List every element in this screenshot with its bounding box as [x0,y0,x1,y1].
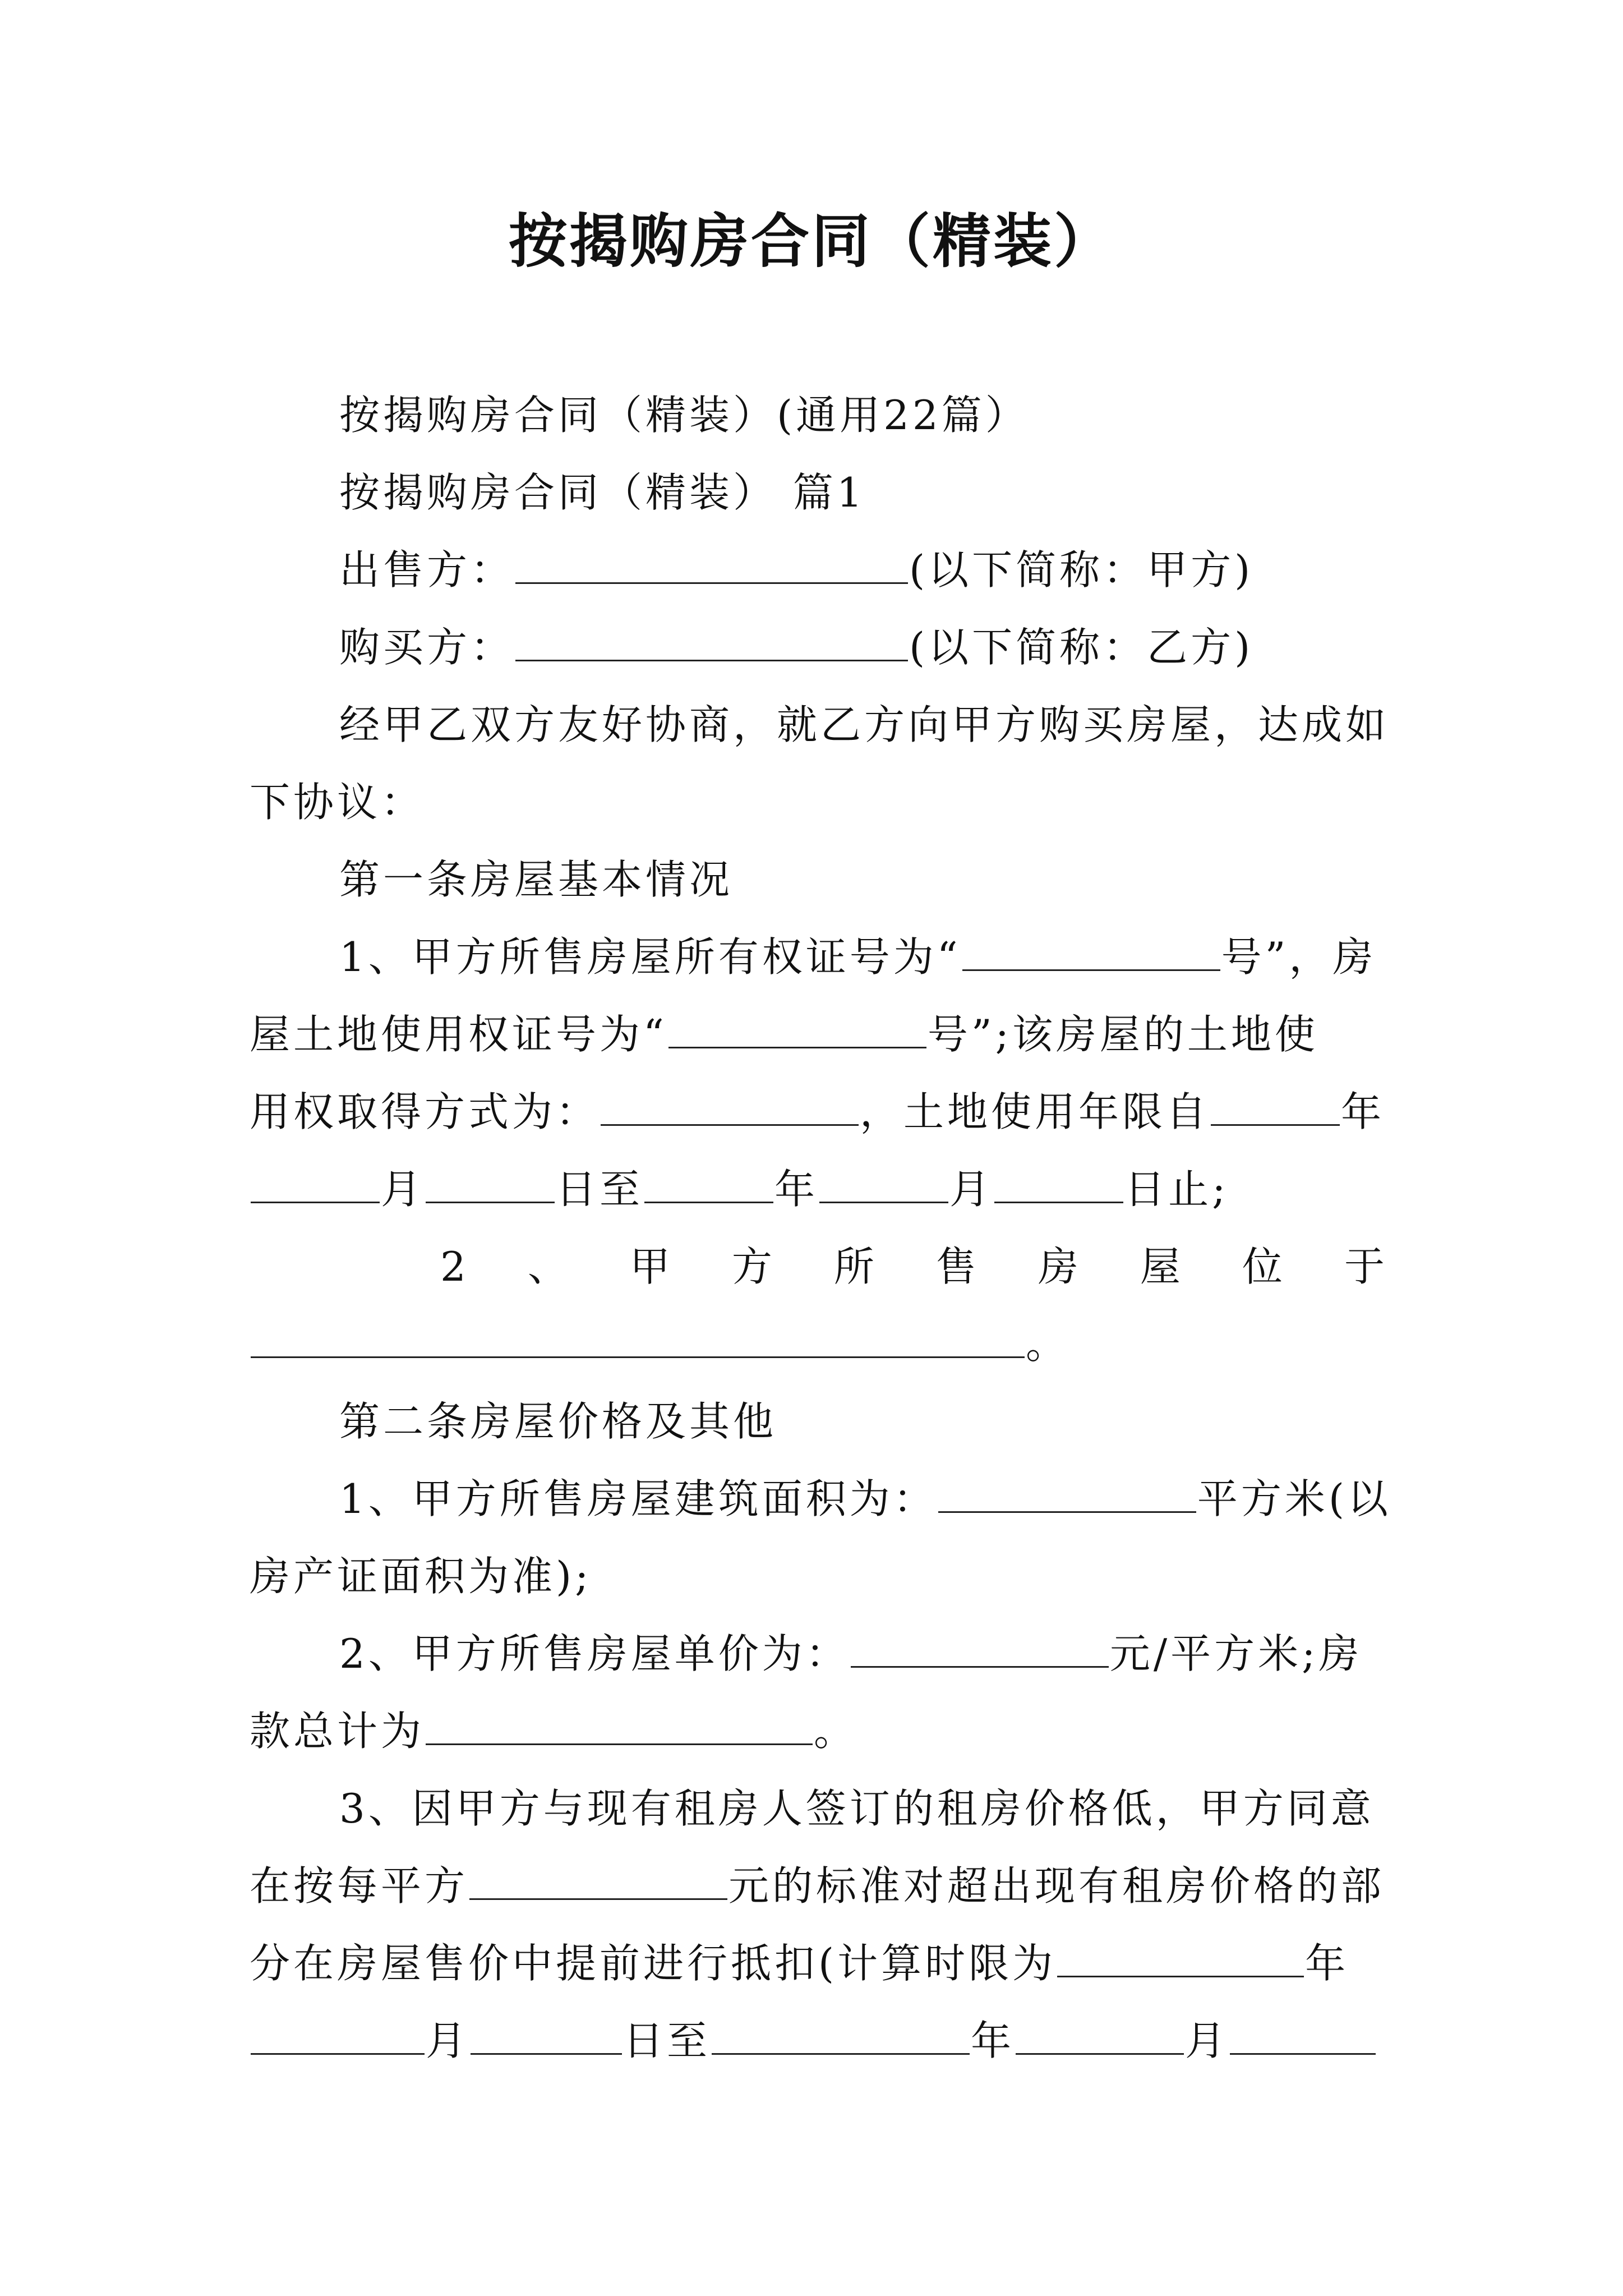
text-segment: 在按每平方 [250,1862,469,1910]
intro-text-cont: 下协议： [250,779,425,826]
text-segment: 。 [1026,1320,1070,1368]
start-month-blank[interactable] [251,1161,380,1203]
seller-label: 出售方： [339,546,515,593]
seller-note: (以下简称：甲方) [909,546,1254,593]
period-start-month-blank[interactable] [251,2013,425,2055]
text-segment: 月 [949,1166,994,1213]
text-segment: 用权取得方式为： [250,1088,600,1135]
end-year-blank[interactable] [644,1161,773,1203]
article-2-heading: 第二条房屋价格及其他 [339,1398,777,1445]
ownership-cert-blank[interactable] [962,929,1220,971]
text-char: 甲 [629,1243,674,1290]
buyer-line [250,614,1388,681]
seller-line [250,536,1388,604]
text-segment: 2、甲方所售房屋单价为： [339,1630,850,1677]
text-segment: 日至 [623,2017,711,2064]
chapter-heading [250,459,1388,526]
seller-blank[interactable] [515,542,908,584]
text-segment: 平方米(以 [1197,1475,1391,1522]
article-1-heading: 第一条房屋基本情况 [339,856,734,903]
text-segment: 3、因甲方与现有租房人签订的租房价格低，甲方同意 [339,1785,1375,1832]
area-blank[interactable] [938,1471,1196,1513]
text-char: 所 [833,1243,878,1290]
text-segment: 号”，房 [1221,933,1377,981]
text-segment: 1、甲方所售房屋所有权证号为“ [339,933,961,981]
text-segment: 日至 [556,1166,644,1213]
text-segment: 房产证面积为准); [250,1553,592,1600]
text-char: 屋 [1140,1243,1184,1290]
text-segment: 年 [774,1166,819,1213]
buyer-label: 购买方： [339,624,515,671]
paragraph-line [250,769,1388,836]
end-day-blank[interactable] [994,1161,1123,1203]
text-segment: 元/平方米;房 [1109,1630,1363,1677]
text-char: 房 [1038,1243,1082,1290]
text-segment: 月 [1185,2017,1229,2064]
text-segment: 月 [426,2017,470,2064]
paragraph-line [250,1156,1388,1223]
per-sqm-blank[interactable] [469,1858,727,1900]
text-segment: 屋土地使用权证号为“ [250,1011,667,1058]
text-segment: 年 [971,2017,1015,2064]
paragraph-line [250,1310,1388,1378]
period-start-day-blank[interactable] [471,2013,622,2055]
text-char: 售 [935,1243,980,1290]
paragraph-line [250,1697,1388,1765]
paragraph-line [250,923,1388,991]
paragraph-line-spread [250,1233,1388,1300]
text-segment: 分在房屋售价中提前进行抵扣(计算时限为 [250,1940,1057,1987]
paragraph-line [250,1775,1388,1842]
acquisition-method-blank[interactable] [601,1084,859,1126]
period-end-month-blank[interactable] [1016,2013,1184,2055]
text-segment: 号”;该房屋的土地使 [927,1011,1318,1058]
text-char: 于 [1344,1243,1388,1290]
paragraph-line [250,2007,1388,2074]
text-segment: 年 [1305,1940,1349,1987]
total-price-blank[interactable] [426,1703,813,1745]
text-segment: 。 [814,1708,858,1755]
buyer-blank[interactable] [515,619,908,661]
period-end-year-blank[interactable] [712,2013,970,2055]
text-char: 方 [731,1243,776,1290]
text-segment: 1、甲方所售房屋建筑面积为： [339,1475,937,1522]
article-heading [250,1388,1388,1455]
text-segment: 款总计为 [250,1708,425,1755]
period-year-blank[interactable] [1057,1935,1304,1977]
chapter-heading-text: 按揭购房合同（精装） 篇1 [339,469,866,516]
paragraph-line [250,1543,1388,1610]
unit-price-blank[interactable] [851,1626,1109,1668]
text-segment: ，土地使用年限自 [860,1088,1210,1135]
paragraph-line [250,1001,1388,1068]
document-title: 按揭购房合同（精装） [508,206,1114,275]
intro-text: 经甲乙双方友好协商，就乙方向甲方购买房屋，达成如 [339,701,1390,748]
text-segment: 月 [381,1166,425,1213]
location-blank[interactable] [251,1316,1025,1358]
subtitle-text: 按揭购房合同（精装）(通用22篇） [339,392,1029,439]
paragraph-line [250,691,1388,758]
text-segment: 日止; [1124,1166,1229,1213]
text-char: 2 [440,1243,469,1290]
paragraph-line [250,1078,1388,1145]
start-day-blank[interactable] [426,1161,555,1203]
subtitle-line [250,381,1388,449]
paragraph-line [250,1620,1388,1687]
article-heading [250,846,1388,913]
buyer-note: (以下简称：乙方) [909,624,1254,671]
period-end-day-blank[interactable] [1230,2013,1376,2055]
text-segment: 年 [1341,1088,1385,1135]
land-cert-blank[interactable] [668,1006,926,1048]
start-year-blank[interactable] [1211,1084,1340,1126]
paragraph-line [250,1930,1388,1997]
text-segment: 元的标准对超出现有租房价格的部 [728,1862,1385,1910]
paragraph-line [250,1465,1391,1533]
paragraph-line [250,1852,1388,1920]
end-month-blank[interactable] [819,1161,948,1203]
text-char: 位 [1242,1243,1286,1290]
text-char: 、 [527,1243,571,1290]
